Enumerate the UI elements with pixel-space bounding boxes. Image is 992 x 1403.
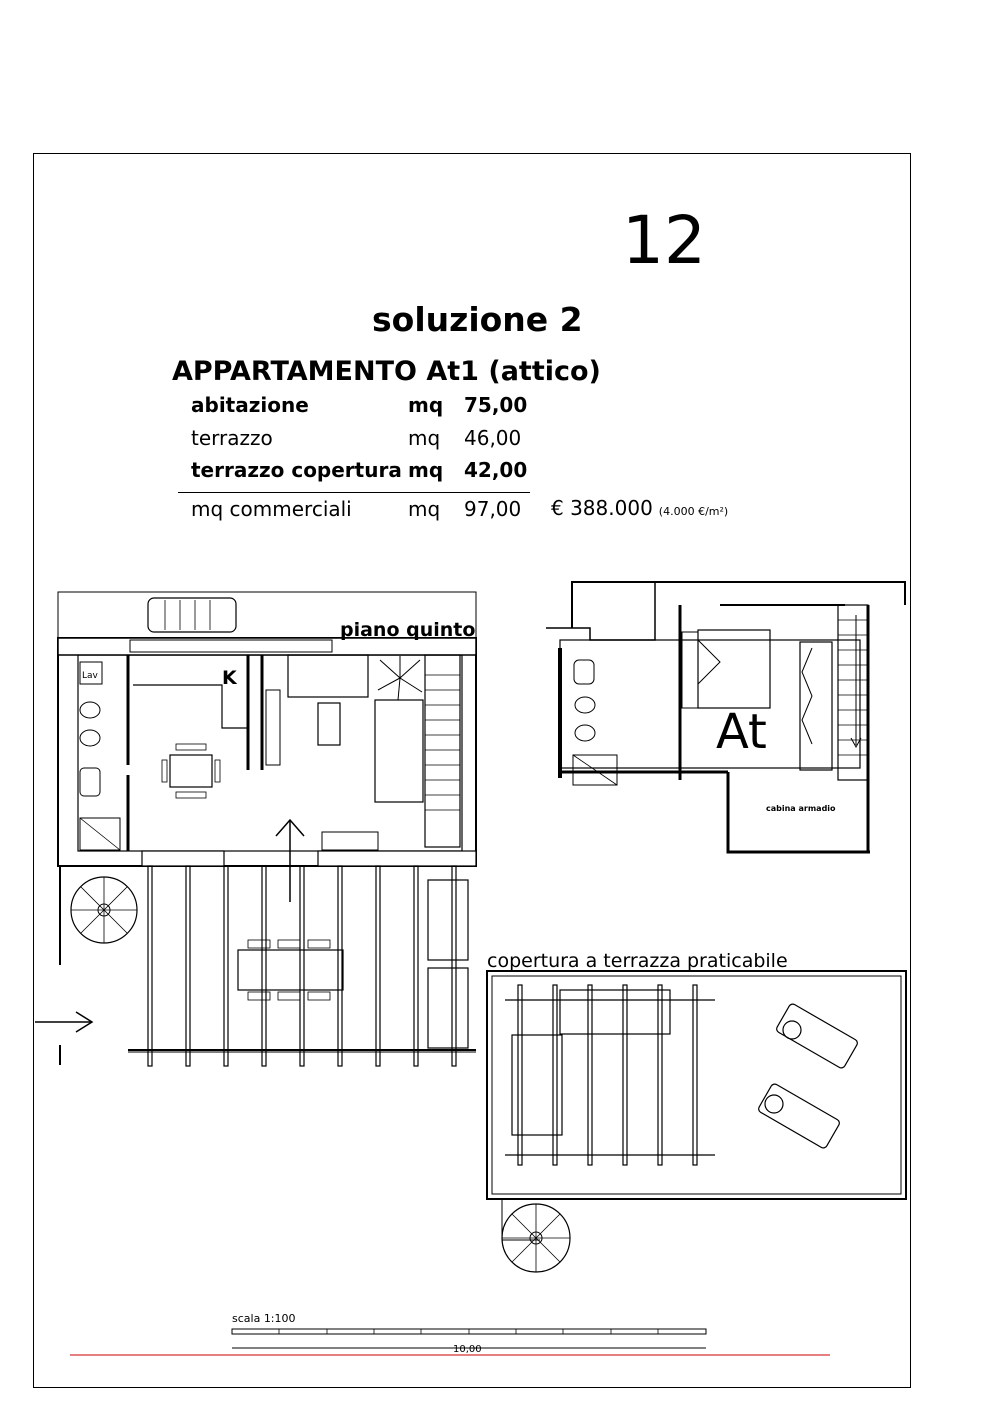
roof-terrace-plan — [487, 971, 906, 1272]
label-laundry: Lav — [82, 671, 98, 681]
area-label-abitazione: abitazione — [191, 393, 309, 417]
label-kitchen: K — [222, 667, 237, 689]
area-unit-abitazione: mq — [408, 393, 444, 417]
apartment-title: APPARTAMENTO At1 (attico) — [172, 356, 601, 387]
lot-number: 12 — [622, 202, 706, 279]
scale-label: scala 1:100 — [232, 1312, 296, 1325]
solution-title: soluzione 2 — [372, 300, 583, 339]
label-roof-terrace: copertura a terrazza praticabile — [487, 950, 788, 972]
label-attic: At — [716, 704, 767, 760]
area-value-terrazzo: 46,00 — [464, 426, 522, 450]
price-per-sqm: (4.000 €/m²) — [658, 505, 729, 518]
area-label-terrazzo-copertura: terrazzo copertura — [191, 458, 402, 482]
label-wardrobe: cabina armadio — [766, 804, 836, 813]
price-value: € 388.000 — [551, 496, 653, 520]
total-value: 97,00 — [464, 497, 522, 521]
total-label: mq commerciali — [191, 497, 352, 521]
total-unit: mq — [408, 497, 441, 521]
label-fifth-floor: piano quinto — [340, 619, 476, 641]
area-unit-terrazzo: mq — [408, 426, 441, 450]
terrace-pergola — [35, 866, 476, 1066]
area-value-abitazione: 75,00 — [464, 393, 528, 417]
area-value-terrazzo-copertura: 42,00 — [464, 458, 528, 482]
scale-bar — [70, 1329, 830, 1355]
area-unit-terrazzo-copertura: mq — [408, 458, 444, 482]
area-label-terrazzo: terrazzo — [191, 426, 273, 450]
scale-length: 10,00 — [453, 1344, 482, 1355]
